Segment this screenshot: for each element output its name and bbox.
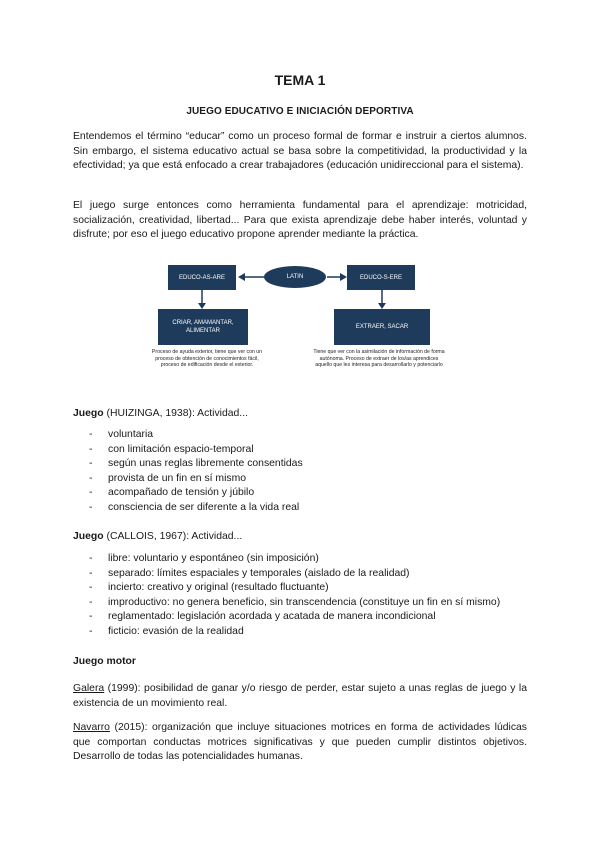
huizinga-term: Juego [73, 408, 104, 419]
right-caption: Tiene que ver con la asimilación de información de forma autónoma. Proceso de extraer de los/as aprendices aquello que les interesa para desarrollarlo y potenciarlo [313, 349, 445, 369]
educo-as-are-box: EDUCO-AS-ARE [168, 265, 236, 290]
list-item: - ficticio: evasión de la realidad [89, 625, 244, 637]
juego-motor-heading: Juego motor [73, 656, 136, 667]
huizinga-citation: (HUIZINGA, 1938): Actividad... [103, 408, 248, 419]
galera-author: Galera [73, 683, 105, 694]
intro-paragraph: Entendemos el término “educar” como un proceso formal de formar e instruir a ciertos alumnos. Sin embargo, el sistema educativo actual se basa sobre la competitividad, la productividad y la efectividad; ya que está enfocado a crear trabajadores (educación unidireccional para el sistema). [73, 131, 527, 172]
list-item: - separado: límites espaciales y temporales (aislado de la realidad) [89, 567, 410, 579]
list-item: - provista de un fin en sí mismo [89, 472, 247, 484]
educo-s-ere-box: EDUCO-S-ERE [347, 265, 415, 290]
page-subtitle: JUEGO EDUCATIVO E INICIACIÓN DEPORTIVA [186, 106, 414, 117]
second-paragraph: El juego surge entonces como herramienta fundamental para el aprendizaje: motricidad, socialización, creatividad, libertad... Para que exista aprendizaje debe haber interés, voluntad y disfrute; por eso el juego educativo propone aprender mediante la práctica. [73, 200, 527, 241]
list-item: - improductivo: no genera beneficio, sin transcendencia (constituye un fin en sí mismo) [89, 596, 501, 608]
navarro-definition: Navarro (2015): organización que incluye situaciones motrices en forma de actividades lúdicas que comportan conductas motrices significativas y que pueden cumplir distintos objetivos. Desarrollo de todas las potencialidades humanas. [73, 722, 527, 763]
huizinga-heading [73, 408, 248, 419]
huizinga-list [73, 428, 527, 516]
list-item: - acompañado de tensión y júbilo [89, 487, 255, 499]
callois-citation: (CALLOIS, 1967): Actividad... [103, 531, 243, 542]
list-item: - reglamentado: legislación acordada y acatada de manera incondicional [89, 611, 436, 623]
page-title: TEMA 1 [274, 72, 326, 88]
callois-heading [73, 531, 242, 542]
extraer-box: EXTRAER, SACAR [334, 309, 430, 345]
list-item: - consciencia de ser diferente a la vida real [89, 501, 300, 513]
navarro-author: Navarro [73, 722, 110, 733]
galera-definition: Galera (1999): posibilidad de ganar y/o riesgo de perder, estar sujeto a unas reglas de juego y la existencia de un movimiento real. [73, 683, 527, 709]
left-caption: Proceso de ayuda exterior, tiene que ver con un proceso de obtención de conocimientos fácil, proceso de edificación desde el exterior. [151, 349, 263, 369]
list-item: - incierto: creativo y original (resultado fluctuante) [89, 582, 329, 594]
callois-list [73, 552, 527, 640]
etymology-diagram [148, 262, 452, 387]
list-item: - libre: voluntario y espontáneo (sin imposición) [89, 553, 319, 564]
list-item: - según unas reglas libremente consentidas [89, 458, 303, 470]
latin-ellipse: LATIN [264, 266, 326, 288]
list-item: - voluntaria [89, 429, 154, 440]
criar-box: CRIAR, AMAMANTAR, ALIMENTAR [158, 309, 248, 345]
callois-term: Juego [73, 531, 104, 542]
list-item: - con limitación espacio-temporal [89, 443, 254, 455]
